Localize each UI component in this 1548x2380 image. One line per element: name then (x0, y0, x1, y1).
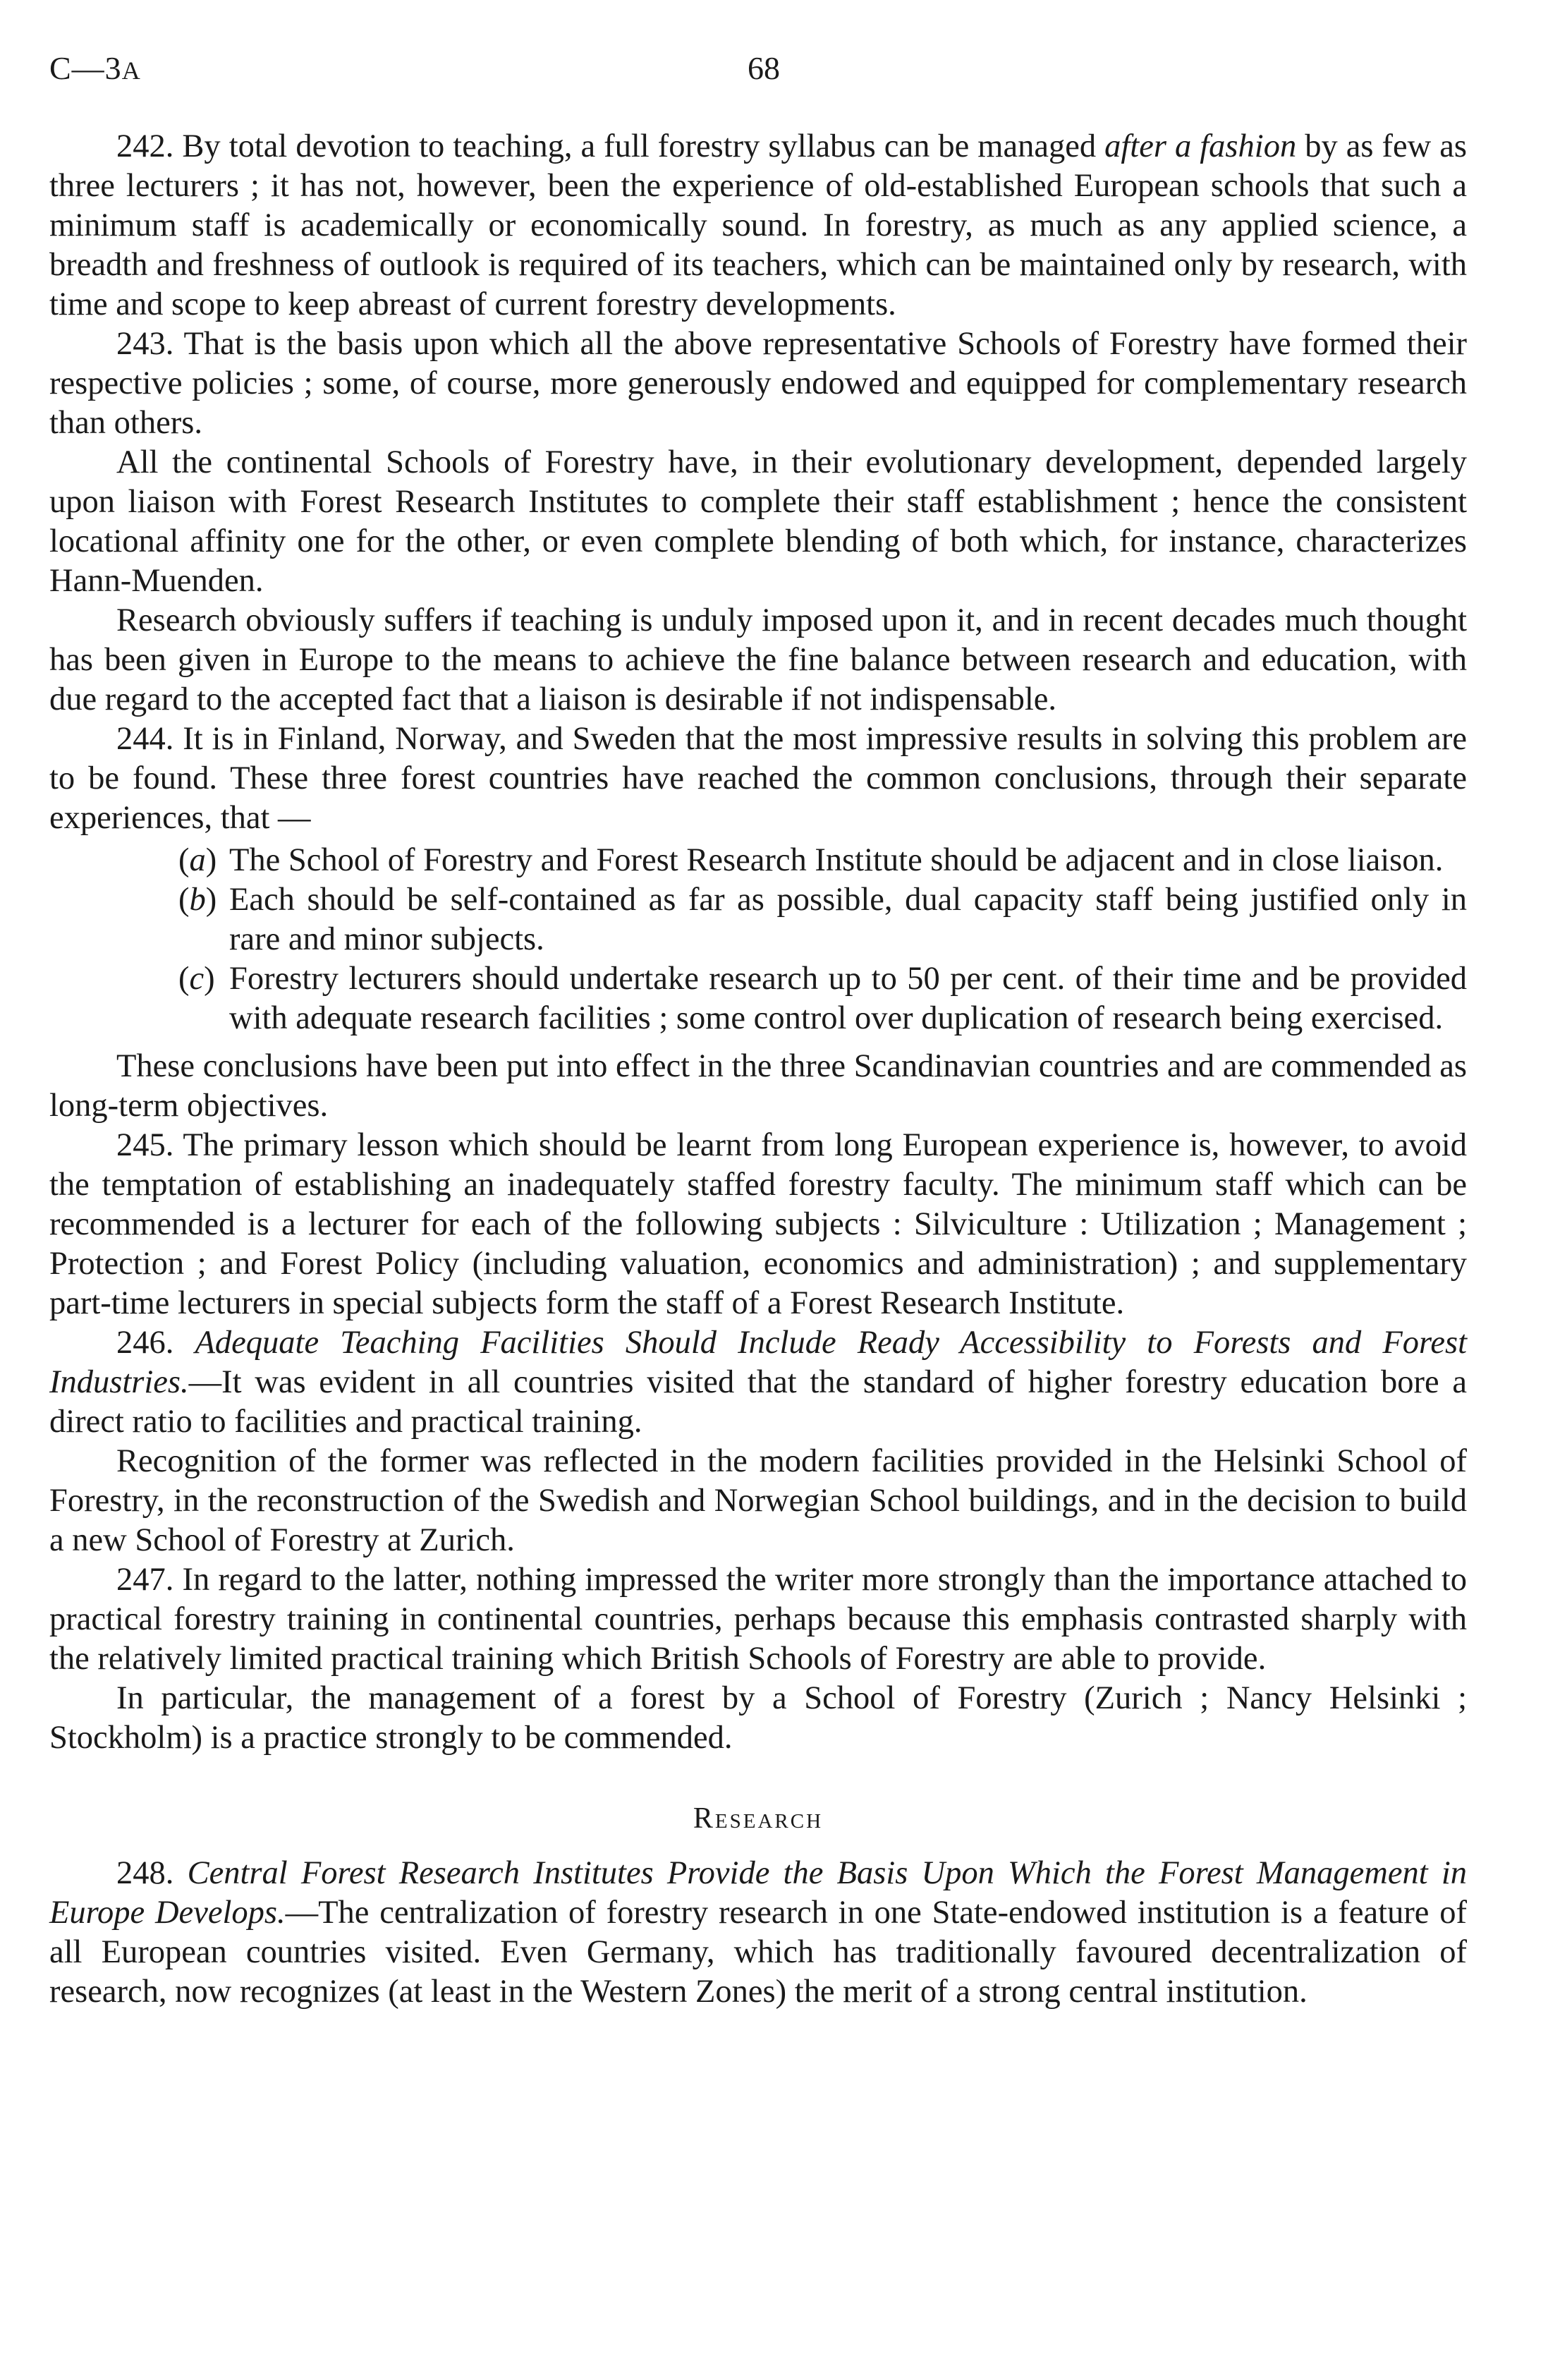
paragraph-italic-text: after a fashion (1104, 128, 1297, 164)
paragraph-246 (49, 1323, 1467, 1442)
list-item-text: Each should be self-contained as far as possible, dual capacity staff being justified only in rare and minor subjects. (229, 882, 1467, 957)
page-number: 68 (748, 50, 780, 86)
document-code-suffix: A (121, 56, 141, 85)
paragraph-text: Recognition of the former was reflected in the modern facilities provided in the Helsinki School of Forestry, in the reconstruction of the Swedish and Norwegian School buildings, and in the decision to build a new School of Forestry at Zurich. (49, 1443, 1467, 1558)
conclusions-list (49, 841, 1467, 1038)
paragraph-text: That is the basis upon which all the above representative Schools of Forestry have formed their respective policies ; some, of course, more generously endowed and equipped for complementary research than others. (49, 326, 1467, 441)
document-code (49, 49, 141, 87)
paragraph-text (173, 1325, 195, 1361)
paragraph-number: 244. (116, 721, 174, 757)
section-heading-research: Research (693, 1802, 824, 1835)
document-page (49, 49, 1467, 2012)
paragraph-text: by as few as three lecturers ; it has not, however, been the experience of old-established European schools that such a minimum staff is academically or economically sound. In forestry, as much as any applied science, a breadth and freshness of outlook is required of its teachers, which can be maintained only by research, with time and scope to keep abreast of current forestry developments. (49, 128, 1467, 322)
paragraph (49, 1679, 1467, 1758)
paragraph (49, 443, 1467, 601)
paragraph-text: Research obviously suffers if teaching is unduly imposed upon it, and in recent decades much thought has been given in Europe to the means to achieve the fine balance between research and education, with due regard to the accepted fact that a liaison is desirable if not indispensable. (49, 602, 1467, 717)
paragraph-text: By total devotion to teaching, a full forestry syllabus can be managed (173, 128, 1105, 164)
paragraph-number: 246. (116, 1325, 174, 1361)
paragraph-text: —The centralization of forestry research in one State-endowed institution is a feature of all European countries visited. Even Germany, which has traditionally favoured decentralization of research, now recognizes (at least in the Western Zones) the merit of a strong central institution. (49, 1895, 1467, 2010)
page-header (49, 49, 1467, 127)
paragraph-text: All the continental Schools of Forestry have, in their evolutionary development, depended largely upon liaison with Forest Research Institutes to complete their staff establishment ; hence the consistent locational affinity one for the other, or even complete blending of both which, for instance, characterizes Hann-Muenden. (49, 444, 1467, 599)
paragraph (49, 1442, 1467, 1560)
paragraph (49, 1047, 1467, 1126)
paragraph-242 (49, 127, 1467, 324)
paragraph-248 (49, 1854, 1467, 2012)
paragraph-number: 245. (116, 1127, 174, 1163)
paragraph-text: The primary lesson which should be learnt from long European experience is, however, to avoid the temptation of establishing an inadequately staffed forestry faculty. The minimum staff which can be recommended is a lecturer for each of the following subjects : Silviculture : Utilization ; Management ; Protection ; and Forest Policy (including valuation, economics and administration) ; and supplementary part-time lecturers in special subjects form the staff of a Forest Research Institute. (49, 1127, 1467, 1321)
paragraph-italic-heading: Adequate Teaching Facilities Should Include Ready Accessibility to Forests and Forest Industries. (49, 1325, 1468, 1400)
list-label: (c) (178, 961, 215, 997)
list-item-text: The School of Forestry and Forest Research Institute should be adjacent and in close liaison. (229, 842, 1444, 878)
paragraph-number: 243. (116, 326, 174, 362)
list-label: (a) (178, 842, 217, 878)
paragraph-text: —It was evident in all countries visited that the standard of higher forestry education bore a direct ratio to facilities and practical training. (49, 1364, 1467, 1440)
paragraph-text: In particular, the management of a forest by a School of Forestry (Zurich ; Nancy Helsinki ; Stockholm) is a practice strongly to be commended. (49, 1680, 1467, 1756)
paragraph-italic-heading: Central Forest Research Institutes Provide the Basis Upon Which the Forest Management in Europe Develops. (49, 1855, 1468, 1931)
paragraph-text: It is in Finland, Norway, and Sweden that the most impressive results in solving this problem are to be found. These three forest countries have reached the common conclusions, through their separate experiences, that — (49, 721, 1467, 836)
paragraph-number: 248. (116, 1855, 174, 1891)
document-code-prefix: C—3 (49, 50, 122, 86)
paragraph-text: These conclusions have been put into effect in the three Scandinavian countries and are commended as long-term objectives. (49, 1048, 1467, 1124)
list-item (49, 841, 1467, 880)
paragraph-number: 247. (116, 1562, 174, 1598)
paragraph (49, 601, 1467, 720)
list-label: (b) (178, 882, 217, 918)
paragraph-243 (49, 324, 1467, 443)
paragraph-text (173, 1855, 187, 1891)
paragraph-245 (49, 1126, 1467, 1323)
paragraph-244 (49, 720, 1467, 838)
list-item (49, 880, 1467, 959)
list-item (49, 959, 1467, 1038)
paragraph-number: 242. (116, 128, 174, 164)
paragraph-text: In regard to the latter, nothing impressed the writer more strongly than the importance attached to practical forestry training in continental countries, perhaps because this emphasis contrasted sharply with the relatively limited practical training which British Schools of Forestry are able to provide. (49, 1562, 1467, 1677)
paragraph-247 (49, 1560, 1467, 1679)
list-item-text: Forestry lecturers should undertake research up to 50 per cent. of their time and be provided with adequate research facilities ; some control over duplication of research being exercised. (229, 961, 1467, 1036)
